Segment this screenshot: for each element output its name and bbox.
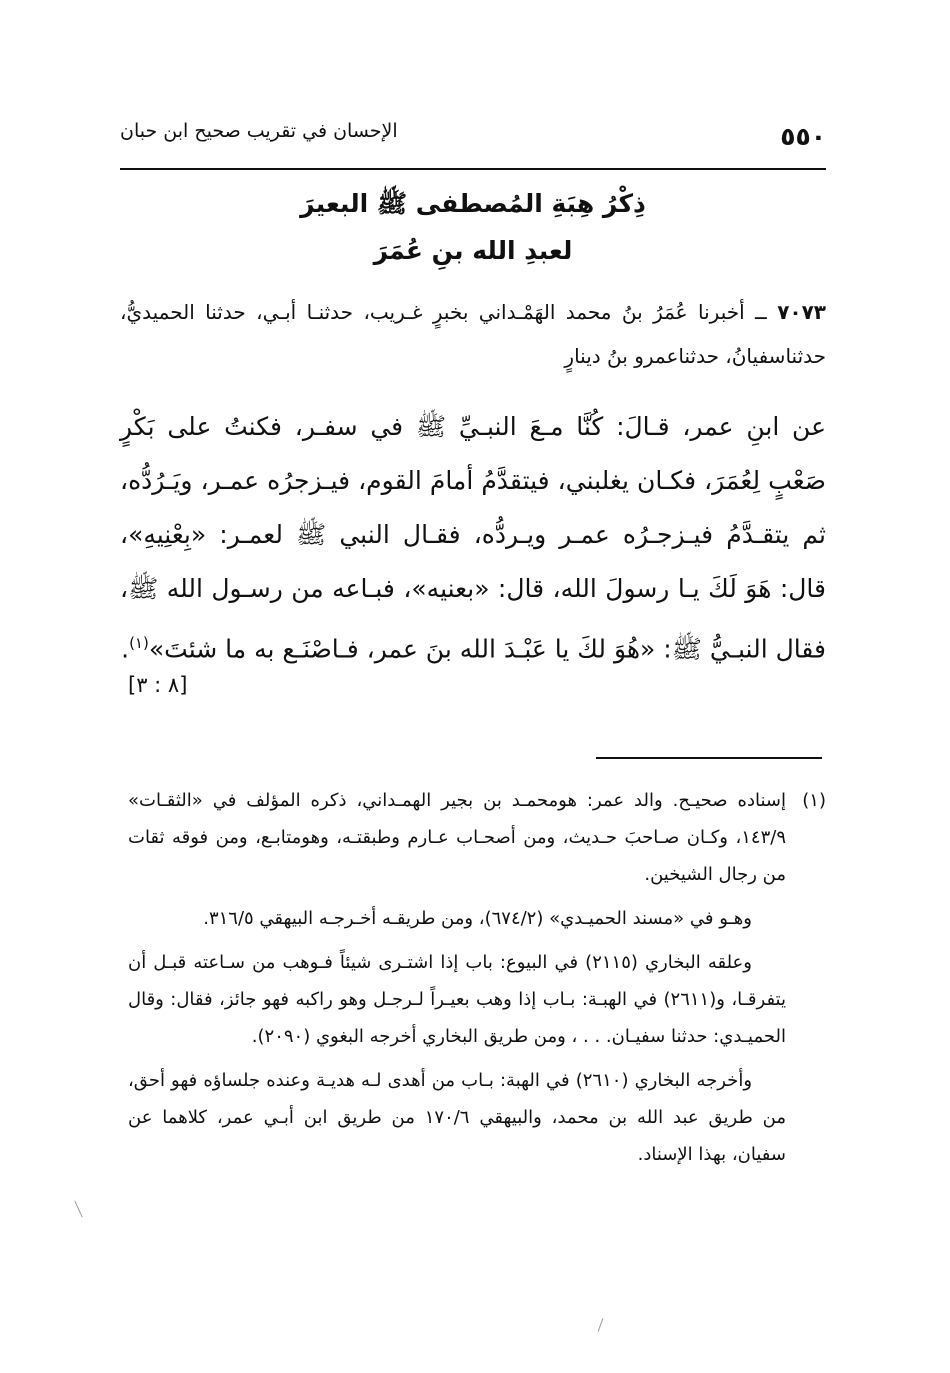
matn-text: عن ابنِ عمر، قـالَ: كُنَّا مـعَ النبـيِّ ﷺ في سفـر، فكنتُ على بَكْرٍ صَعْبٍ لِعُمَرَ، فكـان يغلبني، فيتقدَّمُ أمامَ القوم، فيـزجرُه عمـر، ويَـرُدُّه، ثم يتقـدَّمُ فيـزجـرُه عمـر ويـردُّه، فقـال النبي ﷺ لعمـر: «بِعْنِيهِ»، قال: هَوَ لَكَ يـا رسولَ الله، قال: «بعنيه»، فبـاعه من رسـول الله ﷺ، فقال النبـيُّ ﷺ: «هُوَ لكَ يا عَبْـدَ الله بنَ عمر، فـاصْنَـع به ما شئتَ» xyxy=(120,412,826,664)
page-number: ٥٥٠ xyxy=(780,122,826,151)
hadith-number: ٧٠٧٣ xyxy=(777,300,827,324)
hadith-matn xyxy=(120,400,826,676)
end-mark: . xyxy=(121,634,130,664)
running-header xyxy=(120,118,826,158)
book-title: الإحسان في تقريب صحيح ابن حبان xyxy=(120,120,398,142)
footnote-reference: (١) xyxy=(129,634,149,652)
chapter-title-line-1: ذِكْرُ هِبَةِ المُصطفى ﷺ البعيرَ xyxy=(300,189,646,218)
header-divider xyxy=(120,168,826,170)
footnote-divider xyxy=(596,757,822,759)
footnote-text: إسناده صحيـح. والد عمر: هومحمـد بن بجير الهمـداني، ذكره المؤلف في «الثقـات» ١٤٣/٩، وكـان صـاحبَ حـديث، ومن أصحـاب عـارم وطبقتـه، وهومتابـع، ومن فوقه ثقات من رجال الشيخين. xyxy=(128,790,786,885)
footnote-marker: (١) xyxy=(802,790,826,811)
footnote-paragraph: وأخرجه البخاري (٢٦١٠) في الهبة: بـاب من أهدى لـه هديـة وعنده جلساؤه فهو أحق، من طريق عبد الله بن محمد، والبيهقي ١٧٠/٦ من طريق ابن أبـي عمر، كلاهما عن سفيان، بهذا الإسناد. xyxy=(128,1070,786,1165)
footnotes xyxy=(128,782,826,1180)
scan-artifact xyxy=(598,1318,604,1331)
scan-artifact xyxy=(74,1201,83,1218)
classification-reference: [٨ : ٣] xyxy=(128,673,188,697)
isnad-text: ــ أخبرنا عُمَرُ بنُ محمد الهَمْـداني بخبرٍ غـريب، حدثنـا أبـي، حدثنا الحميديُّ، حدثناسفيانُ، حدثناعمرو بنُ دينارٍ xyxy=(120,300,826,368)
chapter-title-line-2: لعبدِ الله بنِ عُمَرَ xyxy=(373,236,573,265)
hadith-isnad xyxy=(120,290,826,378)
footnote-paragraph: وعلقه البخاري (٢١١٥) في البيوع: باب إذا اشتـرى شيئاً فـوهب من سـاعته قبـل أن يتفرقـا، و(٢٦١١) في الهبـة: بـاب إذا وهب بعيـراً لـرجـل وهو راكبه فهو جائز، فقال: وقال الحميـدي: حدثنا سفيـان. . . ، ومن طريق البخاري أخرجه البغوي (٢٠٩٠). xyxy=(128,952,786,1047)
footnote-paragraph: وهـو في «مسند الحميـدي» (٦٧٤/٢)، ومن طريقـه أخـرجـه البيهقي ٣١٦/٥. xyxy=(203,908,752,929)
footnote-1 xyxy=(128,782,826,893)
